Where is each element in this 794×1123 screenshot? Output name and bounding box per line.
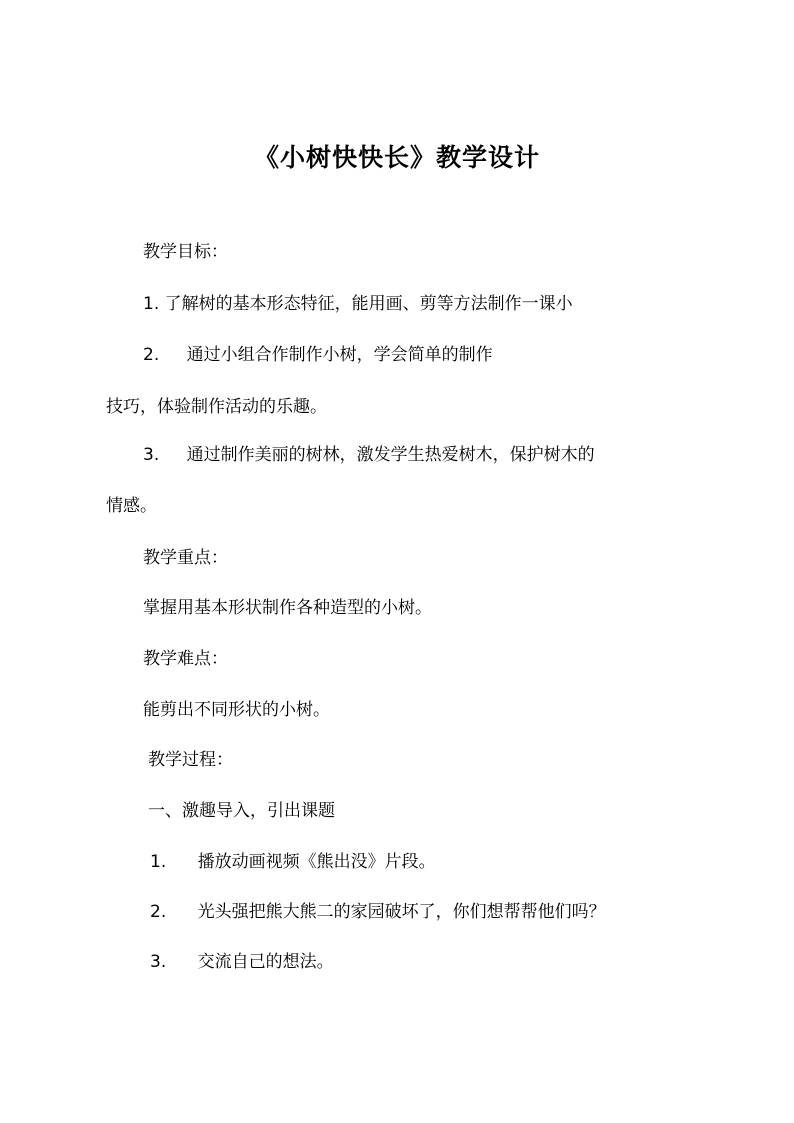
process-step-1 — [150, 850, 436, 874]
process-step-2 — [150, 900, 606, 924]
objective-item-3-continued: 情感。 — [106, 496, 157, 516]
objective-item-3-number: 3. — [143, 445, 160, 465]
objective-item-2 — [143, 343, 493, 367]
process-step-3-number: 3. — [150, 952, 167, 972]
objectives-heading: 教学目标： — [143, 242, 228, 262]
difficulty-heading: 教学难点： — [143, 649, 228, 669]
difficulty-text: 能剪出不同形状的小树。 — [143, 700, 330, 720]
process-step-2-number: 2. — [150, 902, 167, 922]
key-point-heading: 教学重点： — [143, 548, 228, 568]
process-step-3-text: 交流自己的想法。 — [197, 952, 334, 972]
key-point-text: 掌握用基本形状制作各种造型的小树。 — [143, 598, 432, 618]
process-step-3 — [150, 950, 334, 974]
process-heading: 教学过程： — [148, 750, 233, 770]
objective-item-2-number: 2. — [143, 345, 160, 365]
objective-item-1: 1. 了解树的基本形态特征，能用画、剪等方法制作一课小 — [143, 294, 573, 314]
process-step-1-number: 1. — [150, 852, 167, 872]
objective-item-3-text: 通过制作美丽的树林，激发学生热爱树木，保护树木的 — [186, 445, 595, 465]
objective-item-3 — [143, 443, 595, 467]
objective-item-2-continued: 技巧，体验制作活动的乐趣。 — [106, 397, 327, 417]
objective-item-2-text: 通过小组合作制作小树，学会简单的制作 — [186, 345, 493, 365]
process-step-2-text: 光头强把熊大熊二的家园破坏了，你们想帮帮他们吗？ — [197, 902, 606, 922]
process-section-1: 一、激趣导入，引出课题 — [148, 801, 335, 821]
process-step-1-text: 播放动画视频《熊出没》片段。 — [197, 852, 436, 872]
document-title: 《小树快快长》教学设计 — [253, 143, 540, 172]
